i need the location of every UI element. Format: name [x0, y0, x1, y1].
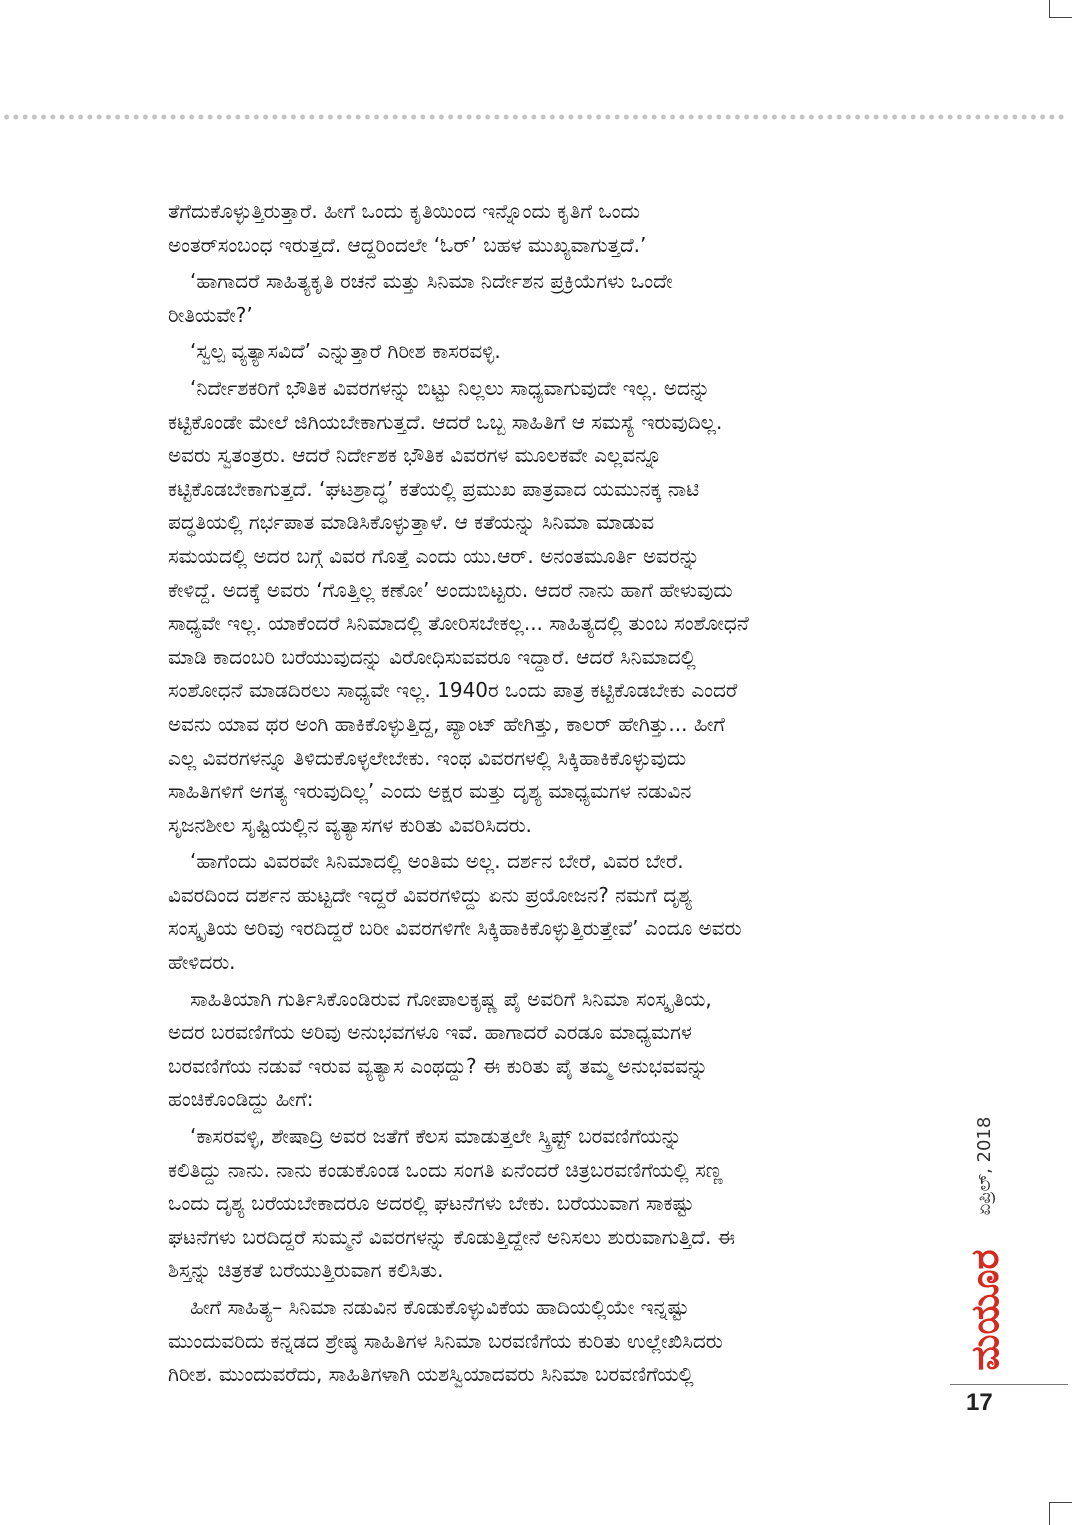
crop-mark-top-right	[1049, 0, 1050, 18]
text-line: ‘ಸ್ವಲ್ಪ ವ್ಯತ್ಯಾಸವಿದೆ’ ಎನ್ನುತ್ತಾರೆ ಗಿರೀಶ ಕಾಸರವಳ್ಳಿ.	[190, 339, 501, 364]
text-line: ಹೇಳಿದರು.	[168, 950, 236, 975]
crop-mark-top-right	[1049, 17, 1072, 18]
text-line: ‘ಹಾಗೆಂದು ವಿವರವೇ ಸಿನಿಮಾದಲ್ಲಿ ಅಂತಿಮ ಅಲ್ಲ. ದರ್ಶನ ಬೇರೆ, ವಿವರ ಬೇರೆ.	[190, 849, 684, 874]
dotted-divider	[2, 112, 1064, 122]
text-line: ಎಲ್ಲ ವಿವರಗಳನ್ನೂ ತಿಳಿದುಕೊಳ್ಳಲೇಬೇಕು. ಇಂಥ ವಿವರಗಳಲ್ಲಿ ಸಿಕ್ಕಿಹಾಕಿಕೊಳ್ಳುವುದು	[168, 745, 687, 770]
text-line: ಅವರು ಸ್ವತಂತ್ರರು. ಆದರೆ ನಿರ್ದೇಶಕ ಭೌತಿಕ ವಿವರಗಳ ಮೂಲಕವೇ ಎಲ್ಲವನ್ನೂ	[168, 443, 662, 468]
paragraph	[168, 335, 938, 369]
text-line: ಹಂಚಿಕೊಂಡಿದ್ದು ಹೀಗೆ:	[168, 1087, 314, 1112]
page-number-rule	[950, 1384, 1068, 1385]
text-line: ವಿವರದಿಂದ ದರ್ಶನ ಹುಟ್ಟದೇ ಇದ್ದರೆ ವಿವರಗಳಿದ್ದು ಏನು ಪ್ರಯೋಜನ? ನಮಗೆ ದೃಶ್ಯ	[168, 882, 693, 907]
text-line: ‘ನಿರ್ದೇಶಕರಿಗೆ ಭೌತಿಕ ವಿವರಗಳನ್ನು ಬಿಟ್ಟು ನಿಲ್ಲಲು ಸಾಧ್ಯವಾಗುವುದೇ ಇಲ್ಲ. ಅದನ್ನು	[190, 375, 711, 400]
text-line: ಸೃಜನಶೀಲ ಸೃಷ್ಟಿಯಲ್ಲಿನ ವ್ಯತ್ಯಾಸಗಳ ಕುರಿತು ವಿವರಿಸಿದರು.	[168, 812, 532, 837]
article-body	[168, 195, 938, 1392]
text-line: ಸಂಶೋಧನೆ ಮಾಡದಿರಲು ಸಾಧ್ಯವೇ ಇಲ್ಲ. 1940ರ ಒಂದು ಪಾತ್ರ ಕಟ್ಟಿಕೊಡಬೇಕು ಎಂದರೆ	[168, 678, 738, 703]
issue-date: ಏಪ್ರಿಲ್, 2018	[974, 1116, 995, 1216]
text-line: ತೆಗೆದುಕೊಳ್ಳುತ್ತಿರುತ್ತಾರೆ. ಹೀಗೆ ಒಂದು ಕೃತಿಯಿಂದ ಇನ್ನೊಂದು ಕೃತಿಗೆ ಒಂದು	[168, 199, 640, 223]
text-line: ಸಾಹಿತಿಗಳಿಗೆ ಅಗತ್ಯ ಇರುವುದಿಲ್ಲ’ ಎಂದು ಅಕ್ಷರ ಮತ್ತು ದೃಶ್ಯ ಮಾಧ್ಯಮಗಳ ನಡುವಿನ	[168, 779, 692, 804]
crop-mark-bottom-right	[1049, 1502, 1072, 1503]
text-line: ‘ಕಾಸರವಳ್ಳಿ, ಶೇಷಾದ್ರಿ ಅವರ ಜತೆಗೆ ಕೆಲಸ ಮಾಡುತ್ತಲೇ ಸ್ಕ್ರಿಪ್ಟ್ ಬರವಣಿಗೆಯನ್ನು	[190, 1124, 682, 1149]
text-line: ಸಾಹಿತಿಯಾಗಿ ಗುರ್ತಿಸಿಕೊಂಡಿರುವ ಗೋಪಾಲಕೃಷ್ಣ ಪೈ ಅವರಿಗೆ ಸಿನಿಮಾ ಸಂಸ್ಕೃತಿಯ,	[190, 986, 712, 1011]
paragraph	[168, 195, 938, 262]
text-line: ‘ಹಾಗಾದರೆ ಸಾಹಿತ್ಯಕೃತಿ ರಚನೆ ಮತ್ತು ಸಿನಿಮಾ ನಿರ್ದೇಶನ ಪ್ರಕ್ರಿಯೆಗಳು ಒಂದೇ	[190, 269, 673, 294]
text-line: ರೀತಿಯವೇ?’	[168, 302, 253, 327]
text-line: ಹೀಗೆ ಸಾಹಿತ್ಯ– ಸಿನಿಮಾ ನಡುವಿನ ಕೊಡುಕೊಳ್ಳುವಿಕೆಯ ಹಾದಿಯಲ್ಲಿಯೇ ಇನ್ನಷ್ಟು	[190, 1295, 689, 1319]
text-line: ಕೇಳಿದ್ದೆ. ಅದಕ್ಕೆ ಅವರು ‘ಗೊತ್ತಿಲ್ಲ ಕಣೋ’ ಅಂದುಬಿಟ್ಟರು. ಆದರೆ ನಾನು ಹಾಗೆ ಹೇಳುವುದು	[168, 577, 733, 602]
paragraph	[168, 845, 938, 979]
page-number: 17	[966, 1389, 993, 1416]
text-line: ಒಂದು ದೃಶ್ಯ ಬರೆಯಬೇಕಾದರೂ ಅದರಲ್ಲಿ ಘಟನೆಗಳು ಬೇಕು. ಬರೆಯುವಾಗ ಸಾಕಷ್ಟು	[168, 1191, 694, 1216]
magazine-logo: ಮಯೂರ	[963, 1249, 1007, 1371]
text-line: ಶಿಸ್ತನ್ನು ಚಿತ್ರಕತೆ ಬರೆಯುತ್ತಿರುವಾಗ ಕಲಿಸಿತು.	[168, 1258, 444, 1283]
text-line: ಮುಂದುವರಿದು ಕನ್ನಡದ ಶ್ರೇಷ್ಠ ಸಾಹಿತಿಗಳ ಸಿನಿಮಾ ಬರವಣಿಗೆಯ ಕುರಿತು ಉಲ್ಲೇಖಿಸಿದರು	[168, 1328, 723, 1353]
text-line: ಸಂಸ್ಕೃತಿಯ ಅರಿವು ಇರದಿದ್ದರೆ ಬರೀ ವಿವರಗಳಿಗೇ ಸಿಕ್ಕಿಹಾಕಿಕೊಳ್ಳುತ್ತಿರುತ್ತೇವೆ’ ಎಂದೂ ಅವರು	[168, 916, 742, 941]
text-line: ಮಾಡಿ ಕಾದಂಬರಿ ಬರೆಯುವುದನ್ನು ವಿರೋಧಿಸುವವರೂ ಇದ್ದಾರೆ. ಆದರೆ ಸಿನಿಮಾದಲ್ಲಿ	[168, 644, 696, 669]
text-line: ಗಿರೀಶ. ಮುಂದುವರೆದು, ಸಾಹಿತಿಗಳಾಗಿ ಯಶಸ್ವಿಯಾದವರು ಸಿನಿಮಾ ಬರವಣಿಗೆಯಲ್ಲಿ	[168, 1362, 694, 1387]
paragraph	[168, 983, 938, 1117]
text-line: ಪದ್ಧತಿಯಲ್ಲಿ ಗರ್ಭಪಾತ ಮಾಡಿಸಿಕೊಳ್ಳುತ್ತಾಳೆ. ಆ ಕತೆಯನ್ನು ಸಿನಿಮಾ ಮಾಡುವ	[168, 510, 655, 535]
text-line: ಕಲಿತಿದ್ದು ನಾನು. ನಾನು ಕಂಡುಕೊಂಡ ಒಂದು ಸಂಗತಿ ಏನೆಂದರೆ ಚಿತ್ರಬರವಣಿಗೆಯಲ್ಲಿ ಸಣ್ಣ	[168, 1157, 723, 1182]
paragraph	[168, 1120, 938, 1288]
text-line: ಅದರ ಬರವಣಿಗೆಯ ಅರಿವು ಅನುಭವಗಳೂ ಇವೆ. ಹಾಗಾದರೆ ಎರಡೂ ಮಾಧ್ಯಮಗಳ	[168, 1020, 692, 1045]
text-line: ಬರವಣಿಗೆಯ ನಡುವೆ ಇರುವ ವ್ಯತ್ಯಾಸ ಎಂಥದ್ದು? ಈ ಕುರಿತು ಪೈ ತಮ್ಮ ಅನುಭವವನ್ನು	[168, 1053, 709, 1078]
crop-mark-bottom-right	[1049, 1502, 1050, 1525]
paragraph	[168, 1291, 938, 1392]
paragraph	[168, 372, 938, 842]
text-line: ಅಂತರ್‌ಸಂಬಂಧ ಇರುತ್ತದೆ. ಆದ್ದರಿಂದಲೇ ‘ಓರ್’ ಬಹಳ ಮುಖ್ಯವಾಗುತ್ತದೆ.’	[168, 232, 647, 257]
text-line: ಕಟ್ಟಿಕೊಡಬೇಕಾಗುತ್ತದೆ. ‘ಘಟಶ್ರಾದ್ಧ’ ಕತೆಯಲ್ಲಿ ಪ್ರಮುಖ ಪಾತ್ರವಾದ ಯಮುನಕ್ಕ ನಾಟಿ	[168, 476, 700, 501]
text-line: ಕಟ್ಟಿಕೊಂಡೇ ಮೇಲೆ ಜಿಗಿಯಬೇಕಾಗುತ್ತದೆ. ಆದರೆ ಒಬ್ಬ ಸಾಹಿತಿಗೆ ಆ ಸಮಸ್ಯೆ ಇರುವುದಿಲ್ಲ.	[168, 409, 723, 434]
text-line: ಅವನು ಯಾವ ಥರ ಅಂಗಿ ಹಾಕಿಕೊಳ್ಳುತ್ತಿದ್ದ, ಪ್ಯಾಂಟ್ ಹೇಗಿತ್ತು, ಕಾಲರ್ ಹೇಗಿತ್ತು... ಹೀಗೆ	[168, 711, 725, 736]
text-line: ಸಮಯದಲ್ಲಿ ಅದರ ಬಗ್ಗೆ ವಿವರ ಗೊತ್ತೆ ಎಂದು ಯು.ಆರ್. ಅನಂತಮೂರ್ತಿ ಅವರನ್ನು	[168, 543, 700, 568]
text-line: ಘಟನೆಗಳು ಬರದಿದ್ದರೆ ಸುಮ್ಮನೆ ವಿವರಗಳನ್ನು ಕೊಡುತ್ತಿದ್ದೇನೆ ಅನಿಸಲು ಶುರುವಾಗುತ್ತಿದೆ. ಈ	[168, 1224, 736, 1249]
paragraph	[168, 265, 938, 332]
text-line: ಸಾಧ್ಯವೇ ಇಲ್ಲ. ಯಾಕೆಂದರೆ ಸಿನಿಮಾದಲ್ಲಿ ತೋರಿಸಬೇಕಲ್ಲ... ಸಾಹಿತ್ಯದಲ್ಲಿ ತುಂಬ ಸಂಶೋಧನೆ	[168, 611, 749, 636]
